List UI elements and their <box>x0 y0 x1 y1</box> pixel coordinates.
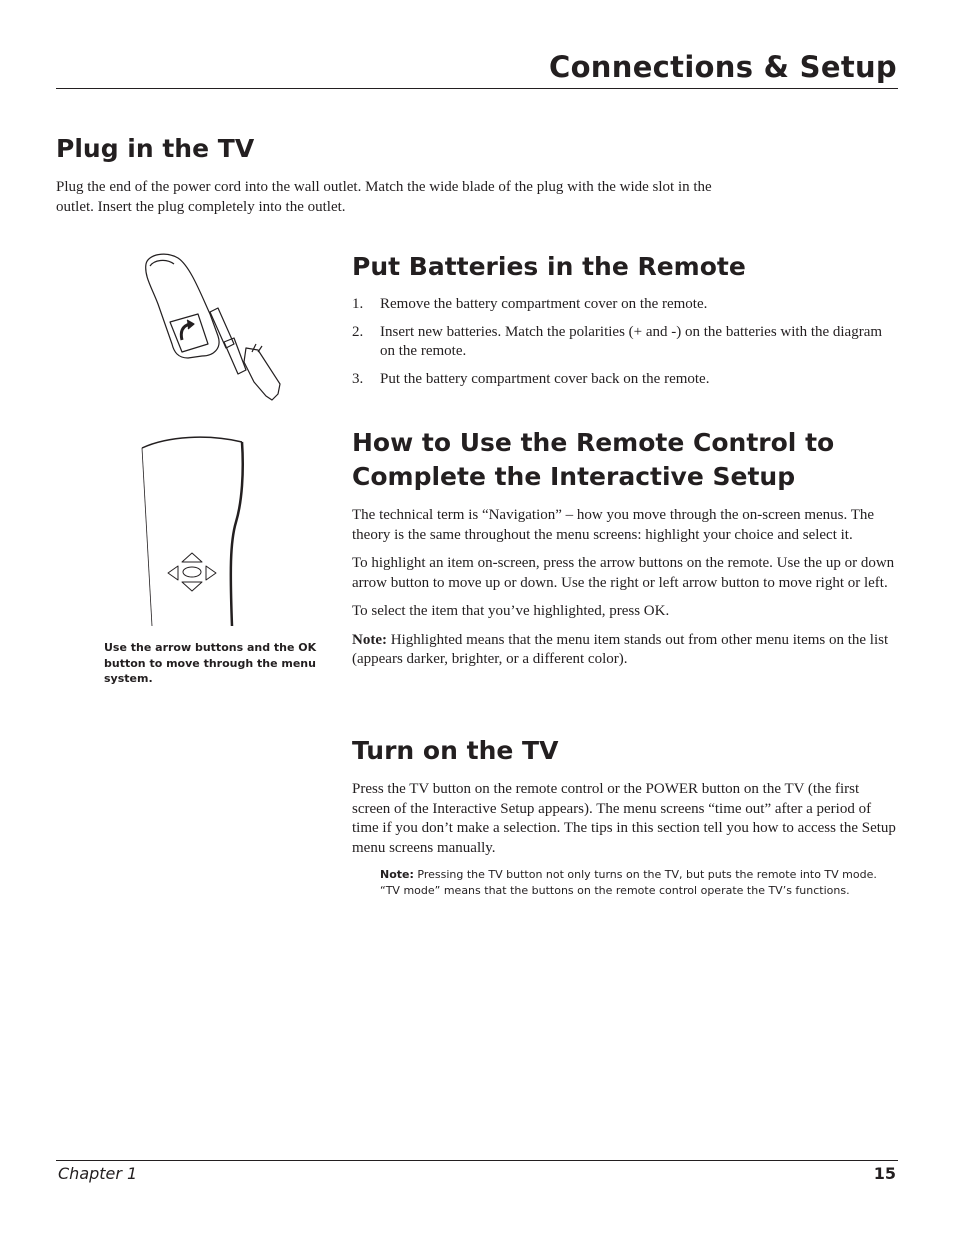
list-item: 3. Put the battery compartment cover back on the remote. <box>352 371 710 387</box>
note-label: Note: <box>380 868 414 881</box>
turn-on-paragraph: Press the TV button on the remote control or the POWER button on the TV (the first screen of the Interactive Setup appears). The menu screens “time out” after a period of time if you don’t make a selection. The tips in this section tell you how to access the Setup menu screens manually. <box>352 781 896 856</box>
note-text: Highlighted means that the menu item stands out from other menu items on the list (appears darker, brighter, or a different color). <box>352 631 889 667</box>
section-title-navigation: How to Use the Remote Control to Complete the Interactive Setup <box>352 428 835 491</box>
footer-chapter: Chapter 1 <box>58 1164 138 1183</box>
battery-steps-list <box>352 295 897 398</box>
remote-batteries-illustration <box>138 252 290 404</box>
section-title-turn-on: Turn on the TV <box>352 736 559 765</box>
header-rule <box>56 88 898 89</box>
figure-caption: Use the arrow buttons and the OK button to move through the menu system. <box>104 641 317 685</box>
list-item: 1. Remove the battery compartment cover on the remote. <box>352 296 708 312</box>
page-header-title: Connections & Setup <box>549 50 897 84</box>
note-label: Note: <box>352 631 387 648</box>
navigation-body <box>352 506 897 679</box>
navigation-paragraph-3: To select the item that you’ve highlighted, press OK. <box>352 603 670 619</box>
turn-on-body <box>352 780 897 898</box>
footer-rule <box>56 1160 898 1161</box>
navigation-note <box>352 631 897 670</box>
footer-page-number: 15 <box>873 1164 896 1183</box>
list-item: 2. Insert new batteries. Match the polarities (+ and -) on the batteries with the diagram on the remote. <box>352 324 883 359</box>
note-text: Pressing the TV button not only turns on the TV, but puts the remote into TV mode. “TV mode” means that the buttons on the remote control operate the TV’s functions. <box>380 868 877 897</box>
section-title-batteries: Put Batteries in the Remote <box>352 252 746 281</box>
section-title-plug: Plug in the TV <box>56 134 255 163</box>
remote-arrow-buttons-illustration <box>138 432 250 628</box>
navigation-paragraph-1: The technical term is “Navigation” – how you move through the on-screen menus. The theory is the same throughout the menu screens: highlight your choice and select it. <box>352 507 875 543</box>
navigation-paragraph-2: To highlight an item on-screen, press the arrow buttons on the remote. Use the up or down arrow button to move up or down. Use the right or left arrow button to move right or left. <box>352 555 895 591</box>
turn-on-note <box>380 867 897 898</box>
plug-paragraph: Plug the end of the power cord into the wall outlet. Match the wide blade of the plug with the wide slot in the outlet. Insert the plug completely into the outlet. <box>56 179 712 215</box>
